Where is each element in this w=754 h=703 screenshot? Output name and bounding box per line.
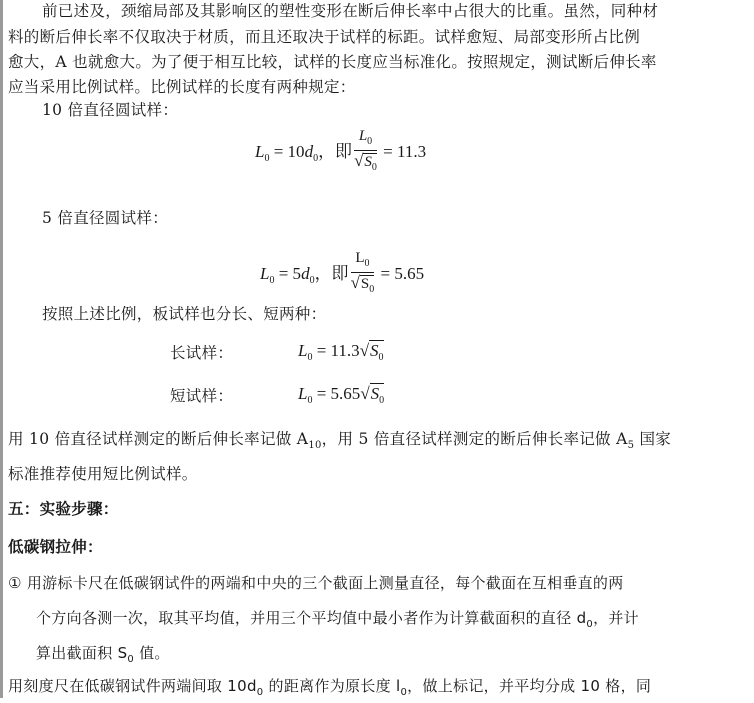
sqrt-symbol: $√S_0$ — [350, 273, 375, 295]
step-2-line-1: 用刻度尺在低碳钢试件两端间取 $10d_0$ 的距离作为原长度 $l_0$，做上标记，并平均分成 10 格，同 — [8, 677, 652, 698]
sqrt-symbol: $√S_0$ — [354, 151, 377, 173]
step-1-line-1: ① 用游标卡尺在低碳钢试件的两端和中央的三个截面上测量直径，每个截面在互相垂直的两 — [8, 574, 624, 592]
formula-long: $L_0 = 11.3√S_0$ — [298, 341, 384, 368]
formula-5x: $L_0 = 5d_0$，即 $\frac{L_0}{√S_0}$ = 5.65 — [260, 250, 424, 300]
sqrt-symbol: $√S_0$ — [359, 341, 384, 363]
intro-line-1: 前已述及，颈缩局部及其影响区的塑性变形在断后伸长率中占很大的比重。虽然，同种材 — [42, 2, 659, 20]
notation-line-1: 用 10 倍直径试样测定的断后伸长率记做 $A_{10}$，用 5 倍直径试样测定的断后伸长率记做 $A_5$ 国家 — [8, 430, 672, 451]
fraction: $\frac{L_0}{√S_0}$ — [351, 250, 375, 300]
long-specimen-label: 长试样： — [170, 344, 234, 362]
step-1-line-3: 算出截面积 $S_0$ 值。 — [36, 644, 170, 665]
intro-line-2: 料的断后伸长率不仅取决于材质，而且还取决于试样的标距。试样愈短、局部变形所占比例 — [8, 28, 641, 46]
intro-line-3: 愈大，A 也就愈大。为了便于相互比较，试样的长度应当标准化。按照规定，测试断后伸长率 — [8, 53, 657, 71]
round-10x-label: 10 倍直径圆试样： — [42, 101, 179, 119]
short-specimen-label: 短试样： — [170, 387, 234, 405]
step-1-marker: ① — [8, 574, 22, 592]
fraction: $\frac{L_0}{√S_0}$ — [354, 128, 377, 178]
plate-intro: 按照上述比例，板试样也分长、短两种： — [42, 305, 327, 323]
subsection-heading: 低碳钢拉伸： — [8, 538, 103, 556]
notation-line-2: 标准推荐使用短比例试样。 — [8, 465, 198, 483]
intro-line-4: 应当采用比例试样。比例试样的长度有两种规定： — [8, 78, 356, 96]
sqrt-symbol: $√S_0$ — [360, 384, 385, 406]
formula-short: $L_0 = 5.65√S_0$ — [298, 384, 384, 411]
step-1-line-2: 个方向各测一次，取其平均值，并用三个平均值中最小者作为计算截面积的直径 $d_0$，并计 — [36, 609, 639, 630]
section-heading: 五：实验步骤： — [8, 500, 119, 518]
formula-10x: $L_0 = 10d_0$，即 $\frac{L_0}{√S_0}$ = 11.3 — [255, 128, 426, 178]
round-5x-label: 5 倍直径圆试样： — [42, 209, 168, 227]
